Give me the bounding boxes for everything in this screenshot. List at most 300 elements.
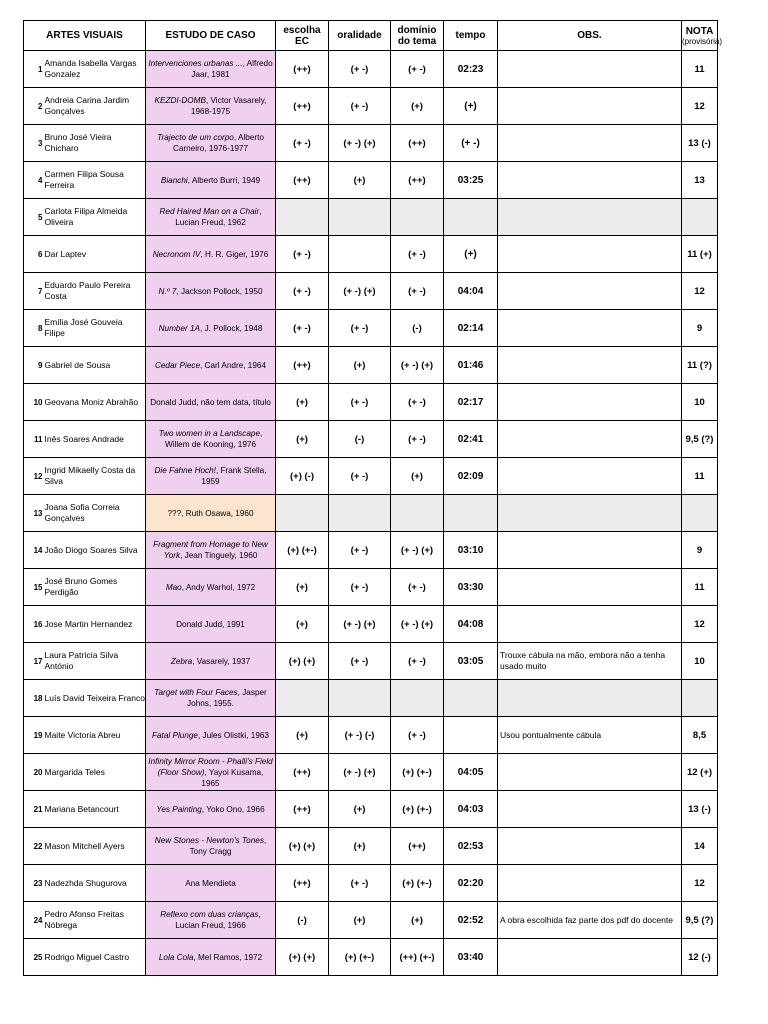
header-grade [682,21,723,51]
orality-eval [329,495,391,532]
obs-note [498,125,682,162]
time-value: 02:23 [444,51,498,88]
obs-note: Usou pontualmente cábula [498,717,682,754]
case-study [146,199,276,236]
case-work-title: Number 1A [158,323,201,333]
grade-value: 10 [682,384,718,421]
case-study [146,680,276,717]
case-author: , Jules Olistki, 1963 [197,730,269,740]
student-name: João Diogo Soares Silva [43,532,146,569]
case-work-title: Lola Cola [158,952,194,962]
time-value: 01:46 [444,347,498,384]
case-work-title: Infinity Mirror Room - Phalli's Field (Floor Show) [148,756,273,777]
orality-eval: (+ -) [329,384,391,421]
grade-value: 12 (+) [682,754,718,791]
obs-note [498,606,682,643]
domain-eval: (+ -) [391,717,444,754]
student-name: Eduardo Paulo Pereira Costa [43,273,146,310]
table-row [24,458,718,495]
row-number: 19 [24,717,43,754]
table-row [24,791,718,828]
table-row [24,51,718,88]
row-number: 20 [24,754,43,791]
orality-eval: (+) [329,791,391,828]
domain-eval: (+) [391,902,444,939]
obs-note: A obra escolhida faz parte dos pdf do docente [498,902,682,939]
case-author: , Yoko Ono, 1966 [201,804,265,814]
orality-eval: (+ -) (-) [329,717,391,754]
header-obs: OBS. [498,21,682,51]
case-author: , Jackson Pollock, 1950 [176,286,263,296]
grade-value: 11 [682,569,718,606]
case-author: , Alberto Burri, 1949 [187,175,261,185]
case-work-title: Reflexo com duas crianças [160,910,259,919]
row-number: 14 [24,532,43,569]
time-value: 03:30 [444,569,498,606]
grade-value: 12 (-) [682,939,718,976]
row-number: 24 [24,902,43,939]
case-study [146,125,276,162]
row-number: 7 [24,273,43,310]
table-row [24,902,718,939]
student-name: Rodrigo Miguel Castro [43,939,146,976]
case-study [146,347,276,384]
case-study [146,495,276,532]
case-work-title: Fatal Plunge [152,730,198,740]
orality-eval: (+ -) (+) [329,754,391,791]
domain-eval: (+ -) [391,273,444,310]
table-row [24,199,718,236]
orality-eval: (+ -) [329,88,391,125]
case-work-title: Trajecto de um corpo [157,133,234,142]
case-study [146,88,276,125]
case-author: Donald Judd, não tem data, título [150,397,271,407]
table-row [24,643,718,680]
choice-eval: (+) [276,384,329,421]
case-author: , Willem de Kooning, 1976 [164,429,263,449]
row-number: 23 [24,865,43,902]
time-value [444,717,498,754]
student-name: Carlota Filipa Almeida Oliveira [43,199,146,236]
obs-note [498,865,682,902]
obs-note [498,88,682,125]
case-author: , Alberto Carneiro, 1976-1977 [172,133,264,153]
case-author: , Lucian Freud, 1966 [175,910,261,930]
choice-eval: (+) [276,569,329,606]
case-study [146,791,276,828]
table-row [24,828,718,865]
case-author: , Vasarely, 1937 [192,656,251,666]
grade-value: 8,5 [682,717,718,754]
domain-eval: (+ -) [391,569,444,606]
case-author: , J. Pollock, 1948 [200,323,263,333]
grade-value: 13 [682,162,718,199]
domain-eval: (+) (+-) [391,791,444,828]
choice-eval: (+ -) [276,310,329,347]
header-row [24,21,718,51]
grade-value: 11 [682,458,718,495]
header-choice [276,21,329,51]
time-value: 02:20 [444,865,498,902]
student-name: José Bruno Gomes Perdigão [43,569,146,606]
student-name: Luís David Teixeira Franco [43,680,146,717]
grade-value: 12 [682,865,718,902]
case-author: , Alfredo Jaar, 1981 [191,59,273,79]
case-study [146,828,276,865]
orality-eval: (+) [329,347,391,384]
grade-value: 9 [682,532,718,569]
case-study [146,865,276,902]
student-name: Pedro Afonso Freitas Nóbrega [43,902,146,939]
case-author: , Jean Tinguely, 1960 [180,551,258,560]
case-study [146,273,276,310]
choice-eval: (+) [276,606,329,643]
time-value: 03:25 [444,162,498,199]
obs-note [498,495,682,532]
domain-eval: (++) [391,162,444,199]
choice-eval: (+ -) [276,236,329,273]
obs-note [498,347,682,384]
header-domain-line1: domínio [397,24,437,36]
grade-value: 10 [682,643,718,680]
case-author: ???, Ruth Osawa, 1960 [167,508,254,518]
orality-eval: (+ -) [329,458,391,495]
time-value [444,199,498,236]
orality-eval: (+ -) [329,865,391,902]
header-choice-line2: EC [295,35,309,47]
header-case-study: ESTUDO DE CASO [146,21,276,51]
case-work-title: Bianchi [160,175,188,185]
obs-note [498,828,682,865]
table-row [24,939,718,976]
grade-value: 13 (-) [682,791,718,828]
row-number: 10 [24,384,43,421]
table-row [24,569,718,606]
orality-eval: (+ -) (+) [329,606,391,643]
case-author: , Victor Vasarely, 1968-1975 [190,96,267,116]
domain-eval: (+) (+-) [391,865,444,902]
case-work-title: Yes Painting [156,804,202,814]
time-value [444,680,498,717]
orality-eval: (+ -) (+) [329,273,391,310]
grade-value: 14 [682,828,718,865]
student-name: Andreia Carina Jardim Gonçalves [43,88,146,125]
student-name: Laura Patrícia Silva António [43,643,146,680]
case-work-title: KEZDI-DOMB [154,96,206,105]
orality-eval: (+ -) [329,643,391,680]
obs-note [498,754,682,791]
time-value: (+ -) [444,125,498,162]
choice-eval: (+ -) [276,273,329,310]
header-grade-label: NOTA [685,25,714,37]
row-number: 15 [24,569,43,606]
orality-eval [329,680,391,717]
header-choice-line1: escolha [283,24,321,36]
row-number: 5 [24,199,43,236]
case-study [146,532,276,569]
header-time: tempo [444,21,498,51]
domain-eval: (++) (+-) [391,939,444,976]
choice-eval: (++) [276,88,329,125]
choice-eval: (++) [276,865,329,902]
orality-eval: (+ -) [329,532,391,569]
grade-value: 9,5 (?) [682,902,718,939]
case-study [146,236,276,273]
choice-eval [276,199,329,236]
orality-eval: (+ -) (+) [329,125,391,162]
student-name: Margarida Teles [43,754,146,791]
time-value: 04:08 [444,606,498,643]
case-author: , Lucian Freud, 1962 [175,207,262,227]
student-name: Ingrid Mikaelly Costa da Silva [43,458,146,495]
choice-eval [276,680,329,717]
obs-note [498,458,682,495]
case-study [146,51,276,88]
student-name: Inês Soares Andrade [43,421,146,458]
case-work-title: Cedar Piece [154,360,201,370]
student-name: Emília José Gouveia Filipe [43,310,146,347]
case-study [146,421,276,458]
case-work-title: Fragment from Homage to New York [153,540,268,560]
table-row [24,162,718,199]
row-number: 4 [24,162,43,199]
grade-value [682,495,718,532]
domain-eval: (+) [391,458,444,495]
table-row [24,347,718,384]
domain-eval: (+) (+-) [391,754,444,791]
time-value: 02:09 [444,458,498,495]
case-author: , Frank Stella, 1959 [201,466,267,486]
row-number: 13 [24,495,43,532]
choice-eval: (+ -) [276,125,329,162]
domain-eval: (+ -) [391,421,444,458]
obs-note [498,791,682,828]
domain-eval: (+ -) [391,384,444,421]
orality-eval: (-) [329,421,391,458]
domain-eval: (+ -) (+) [391,532,444,569]
grade-value: 12 [682,273,718,310]
obs-note: Trouxe cábula na mão, embora não a tenha usado muito [498,643,682,680]
case-author: , H. R. Giger, 1976 [200,249,269,259]
obs-note [498,162,682,199]
domain-eval: (+ -) (+) [391,347,444,384]
table-row [24,717,718,754]
case-author: , Yayoi Kusama, 1965 [201,767,264,788]
domain-eval: (+ -) [391,236,444,273]
case-author: , Mel Ramos, 1972 [193,952,263,962]
choice-eval: (+) (+) [276,939,329,976]
orality-eval: (+ -) [329,310,391,347]
choice-eval [276,495,329,532]
choice-eval: (+) (-) [276,458,329,495]
time-value: 03:10 [444,532,498,569]
row-number: 9 [24,347,43,384]
row-number: 11 [24,421,43,458]
domain-eval [391,680,444,717]
choice-eval: (+) [276,717,329,754]
orality-eval: (+ -) [329,51,391,88]
grade-value [682,680,718,717]
case-work-title: Target with Four Faces [154,688,238,697]
table-row [24,606,718,643]
case-author: Donald Judd, 1991 [176,619,245,629]
choice-eval: (-) [276,902,329,939]
table-row [24,495,718,532]
row-number: 8 [24,310,43,347]
choice-eval: (++) [276,347,329,384]
case-work-title: Red Haired Man on a Chair [159,207,260,216]
case-author: , Andy Warhol, 1972 [181,582,256,592]
case-study [146,569,276,606]
choice-eval: (++) [276,162,329,199]
case-work-title: N.º 7 [158,286,177,296]
obs-note [498,939,682,976]
header-orality: oralidade [329,21,391,51]
row-number: 2 [24,88,43,125]
row-number: 16 [24,606,43,643]
student-name: Mariana Betancourt [43,791,146,828]
row-number: 12 [24,458,43,495]
grade-value [682,199,718,236]
time-value: 02:41 [444,421,498,458]
orality-eval: (+) [329,902,391,939]
time-value: (+) [444,236,498,273]
case-study [146,606,276,643]
obs-note [498,310,682,347]
time-value: 03:40 [444,939,498,976]
header-grade-sub: (provisória) [682,36,723,46]
case-author: , Tony Cragg [189,836,267,856]
time-value: 02:53 [444,828,498,865]
obs-note [498,384,682,421]
orality-eval [329,236,391,273]
obs-note [498,421,682,458]
grade-value: 12 [682,606,718,643]
case-author: Ana Mendieta [185,878,236,888]
table-row [24,865,718,902]
obs-note [498,199,682,236]
obs-note [498,273,682,310]
case-study [146,939,276,976]
orality-eval: (+) (+-) [329,939,391,976]
orality-eval [329,199,391,236]
student-name: Mason Mitchell Ayers [43,828,146,865]
table-body [24,51,718,976]
row-number: 17 [24,643,43,680]
table-row [24,421,718,458]
student-name: Carmen Filipa Sousa Ferreira [43,162,146,199]
grades-table [23,20,723,976]
time-value: 04:03 [444,791,498,828]
row-number: 18 [24,680,43,717]
domain-eval [391,199,444,236]
choice-eval: (+) (+) [276,828,329,865]
table-row [24,754,718,791]
case-study [146,754,276,791]
domain-eval: (-) [391,310,444,347]
choice-eval: (+) (+-) [276,532,329,569]
grade-value: 11 [682,51,718,88]
obs-note [498,569,682,606]
domain-eval: (+ -) [391,643,444,680]
orality-eval: (+) [329,162,391,199]
case-work-title: Two women in a Landscape [158,429,261,438]
time-value: 03:05 [444,643,498,680]
time-value: 02:14 [444,310,498,347]
time-value: 04:04 [444,273,498,310]
table-row [24,125,718,162]
case-work-title: New Stones - Newton's Tones [154,836,264,845]
student-name: Bruno José Vieira Chicharo [43,125,146,162]
student-name: Gabriel de Sousa [43,347,146,384]
case-work-title: Die Fahne Hoch! [154,466,216,475]
student-name: Joana Sofia Correia Gonçalves [43,495,146,532]
time-value: 02:17 [444,384,498,421]
domain-eval: (++) [391,828,444,865]
grade-value: 11 (+) [682,236,718,273]
row-number: 25 [24,939,43,976]
row-number: 22 [24,828,43,865]
row-number: 3 [24,125,43,162]
case-study [146,458,276,495]
student-name: Jose Martin Hernandez [43,606,146,643]
grade-value: 12 [682,88,718,125]
domain-eval: (+ -) [391,51,444,88]
obs-note [498,236,682,273]
student-name: Amanda Isabella Vargas Gonzalez [43,51,146,88]
case-study [146,717,276,754]
obs-note [498,680,682,717]
case-study [146,162,276,199]
table-row [24,532,718,569]
case-study [146,310,276,347]
choice-eval: (++) [276,51,329,88]
case-work-title: Zebra [170,656,193,666]
table-row [24,88,718,125]
time-value: (+) [444,88,498,125]
row-number: 6 [24,236,43,273]
orality-eval: (+) [329,828,391,865]
orality-eval: (+ -) [329,569,391,606]
table-row [24,384,718,421]
case-author: , Carl Andre, 1964 [200,360,267,370]
row-number: 1 [24,51,43,88]
case-author: , Jasper Johns, 1955. [187,688,267,708]
header-domain-line2: do tema [397,35,437,47]
time-value [444,495,498,532]
header-name: ARTES VISUAIS [24,21,146,51]
header-domain [391,21,444,51]
table-row [24,273,718,310]
case-work-title: Intervenciones urbanas ... [148,59,243,68]
case-work-title: Mao [165,582,182,592]
choice-eval: (++) [276,791,329,828]
time-value: 04:05 [444,754,498,791]
table-row [24,680,718,717]
grade-value: 9 [682,310,718,347]
choice-eval: (++) [276,754,329,791]
case-study [146,384,276,421]
domain-eval: (+ -) (+) [391,606,444,643]
time-value: 02:52 [444,902,498,939]
grade-value: 9,5 (?) [682,421,718,458]
obs-note [498,532,682,569]
table-row [24,236,718,273]
obs-note [498,51,682,88]
student-name: Maite Victoria Abreu [43,717,146,754]
case-work-title: Necronom IV [152,249,201,259]
student-name: Dar Laptev [43,236,146,273]
